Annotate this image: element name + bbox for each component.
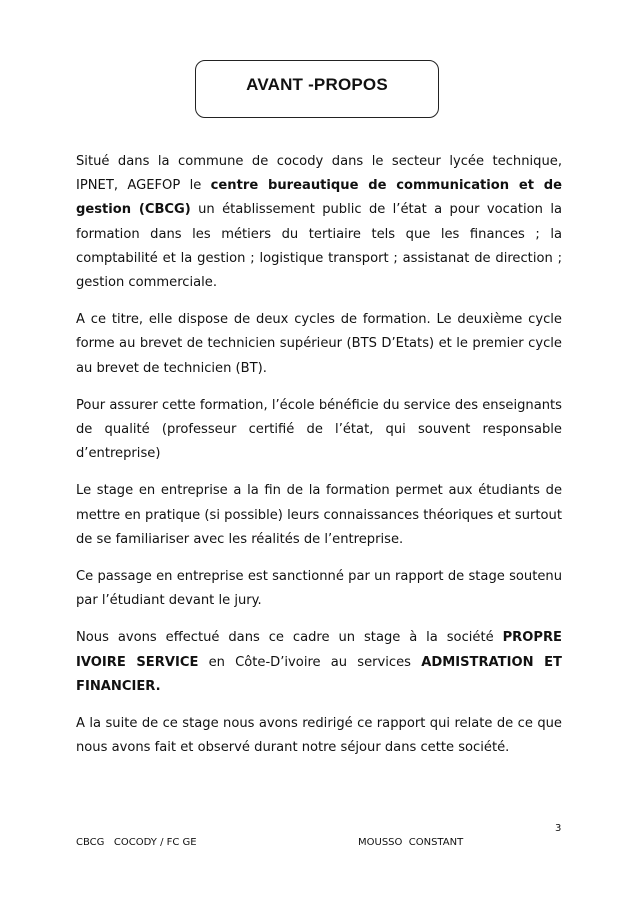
footer-left: CBCG COCODY / FC GE <box>76 837 197 848</box>
footer-right: MOUSSO CONSTANT <box>358 837 464 848</box>
paragraph-3: Pour assurer cette formation, l’école bénéficie du service des enseignants de qualité (professeur certifié de l’état, qui souvent responsable d’entreprise) <box>76 397 562 462</box>
body-text <box>76 150 562 773</box>
paragraph-6-text-a: Nous avons effectué dans ce cadre un stage à la société <box>76 630 503 646</box>
paragraph-1-text-a: Situé dans la commune de cocody dans le secteur lycée technique, IPNET, AGEFOP le <box>76 154 562 194</box>
paragraph-6-company: PROPRE IVOIRE SERVICE <box>76 630 562 670</box>
paragraph-4: Le stage en entreprise a la fin de la formation permet aux étudiants de mettre en pratique (si possible) leurs connaissances théoriques et surtout de se familiariser avec les réalités de l’entreprise. <box>76 483 562 547</box>
paragraph-6-text-c: en Côte-D’ivoire au services <box>198 654 422 670</box>
paragraph-1-bold: centre bureautique de communication et de gestion (CBCG) <box>76 178 563 218</box>
title-box <box>195 60 439 118</box>
paragraph-7: A la suite de ce stage nous avons redirigé ce rapport qui relate de ce que nous avons fait et observé durant notre séjour dans cette société. <box>76 716 562 756</box>
paragraph-6-department: ADMISTRATION ET FINANCIER. <box>76 654 562 694</box>
paragraph-5: Ce passage en entreprise est sanctionné par un rapport de stage soutenu par l’étudiant devant le jury. <box>76 569 562 609</box>
paragraph-1 <box>76 150 562 295</box>
paragraph-1-text-c: un établissement public de l’état a pour vocation la formation dans les métiers du tertiaire tels que les finances ; la comptabilité et la gestion ; logistique transport ; assistanat de direction ; gestion commerciale. <box>76 202 562 291</box>
paragraph-2: A ce titre, elle dispose de deux cycles de formation. Le deuxième cycle forme au brevet de technicien supérieur (BTS D’Etats) et le premier cycle au brevet de technicien (BT). <box>76 312 562 376</box>
page-title: AVANT -PROPOS <box>246 75 388 94</box>
page-number: 3 <box>555 823 562 834</box>
paragraph-6 <box>76 626 562 699</box>
